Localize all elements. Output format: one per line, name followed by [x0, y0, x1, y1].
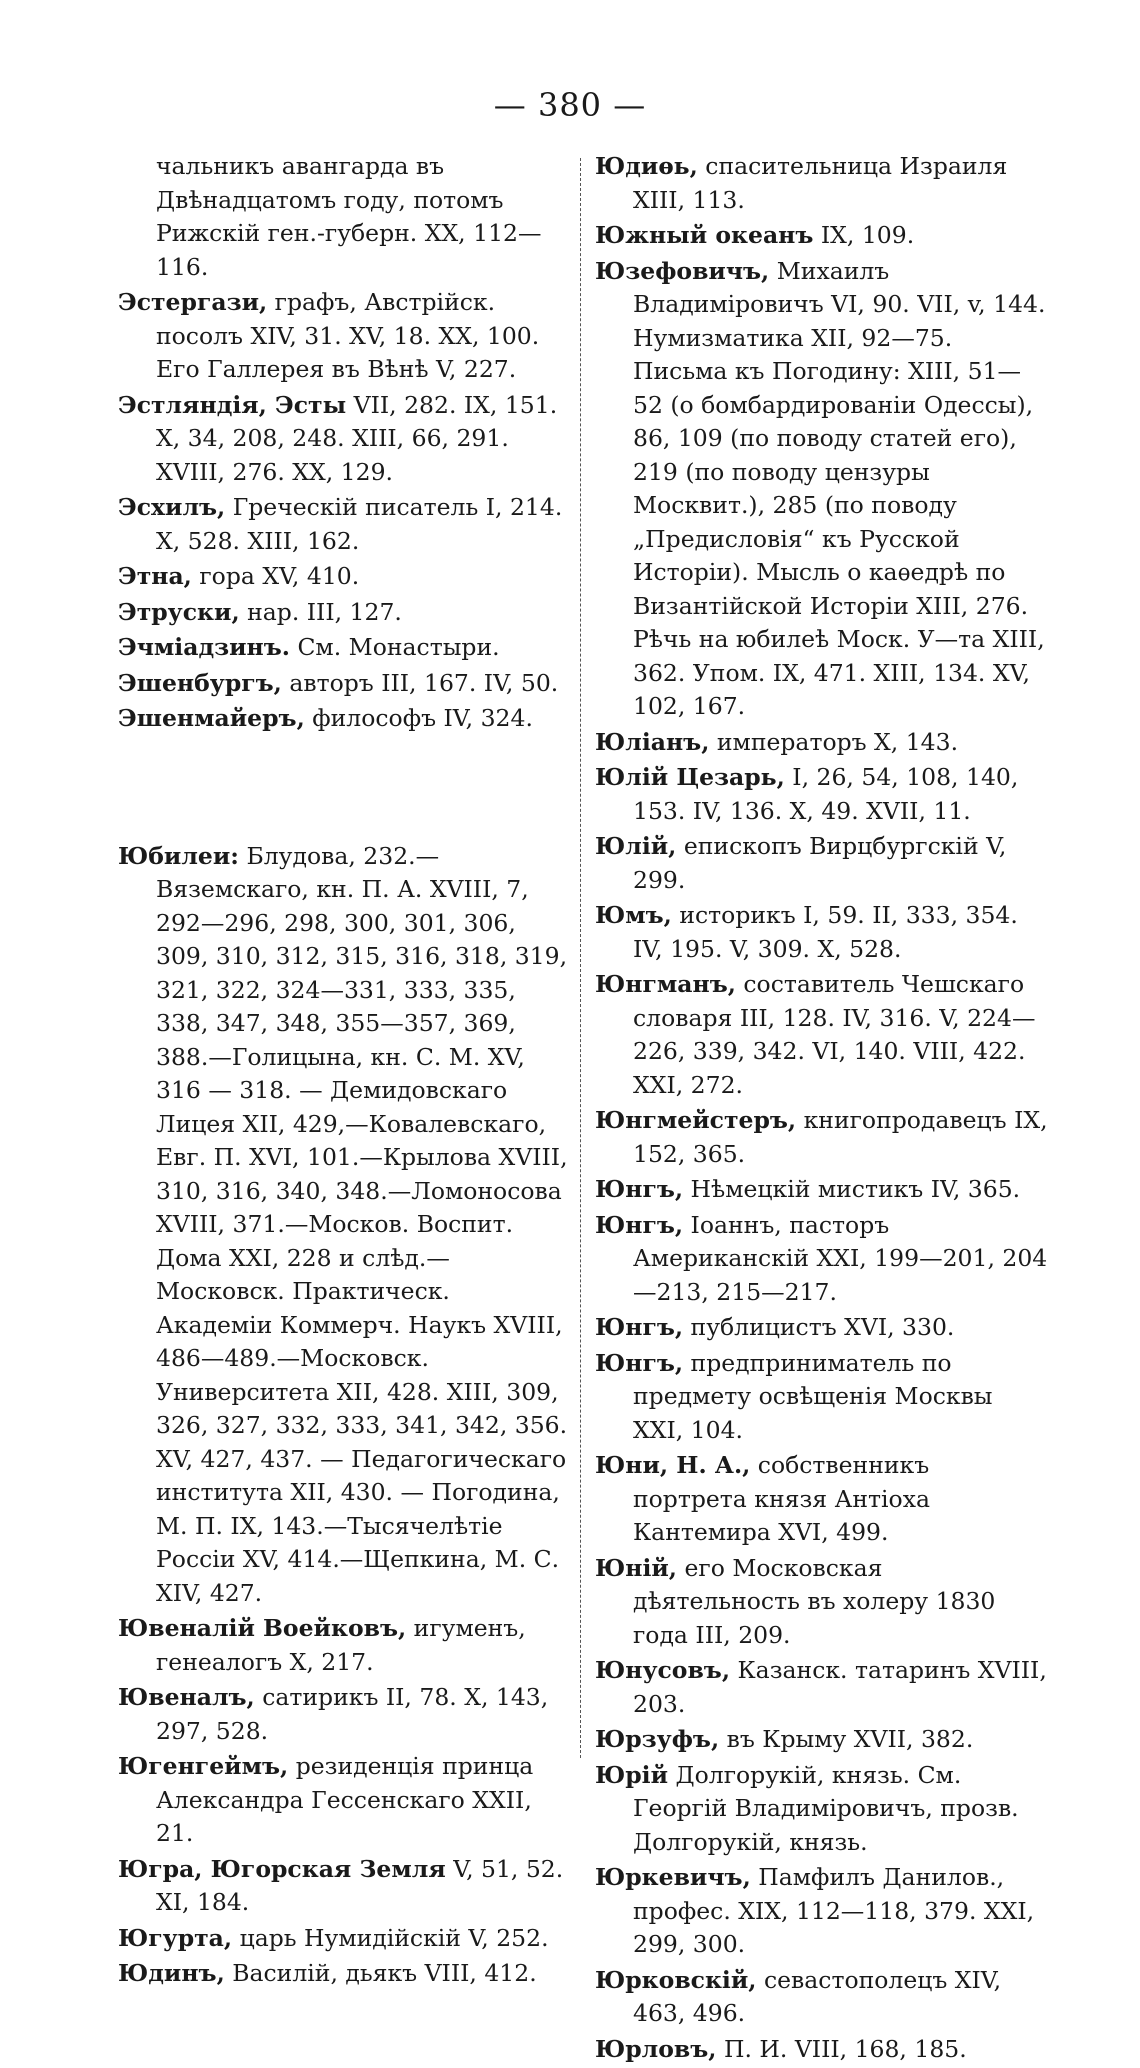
entry-heading: Юбилеи: [118, 841, 239, 870]
index-entry [118, 631, 573, 665]
entry-text: Блудова, 232.—Вяземскаго, кн. П. А. XVIII, 7, 292—296, 298, 300, 301, 306, 309, 310, 312, 315, 316, 318, 319, 321, 322, 324—331, 333, 335, 338, 347, 348, 355—357, 369, 388.—Голицына, кн. С. М. XV, 316 — 318. — Демидовскаго Лицея XII, 429,—Ковалевскаго, Евг. П. XVI, 101.—Крылова XVIII, 310, 316, 340, 348.—Ломоносова XVIII, 371.—Москов. Воспит. Дома XXI, 228 и слѣд.—Московск. Практическ. Академіи Коммерч. Наукъ XVIII, 486—489.—Московск. Университета XII, 428. XIII, 309, 326, 327, 332, 333, 341, 342, 356. XV, 427, 437. — Педагогическаго института XII, 430. — Погодина, М. П. IX, 143.—Тысячелѣтіе Россіи XV, 414.—Щепкина, М. С. XIV, 427. [156, 841, 568, 1607]
left-column [118, 150, 573, 1993]
entry-heading: Юнусовъ, [595, 1656, 731, 1684]
index-entry [595, 1347, 1050, 1448]
entry-text: авторъ III, 167. IV, 50. [289, 668, 559, 697]
index-entry [595, 968, 1050, 1102]
entry-text: нар. III, 127. [247, 597, 402, 626]
entry-heading: Юлій Цезарь, [595, 763, 785, 791]
index-entry [595, 219, 1050, 253]
entry-heading: Югурта, [118, 1923, 233, 1952]
entry-text: I, 26, 54, 108, 140, 153. IV, 136. X, 49. XVII, 11. [633, 763, 1019, 825]
column-divider [580, 158, 581, 1758]
index-entry [595, 1449, 1050, 1550]
entry-text: императоръ X, 143. [716, 727, 959, 756]
entry-heading: Юнгманъ, [595, 970, 736, 998]
entry-heading: Юзефовичъ, [595, 256, 770, 285]
index-entry [118, 1957, 573, 1991]
entry-heading: Юркевичъ, [595, 1863, 751, 1891]
index-entry [595, 1209, 1050, 1310]
entry-text: П. И. VIII, 168, 185. [723, 2034, 967, 2063]
entry-text: чальникъ авангарда въ Двѣнадцатомъ году, потомъ Рижскій ген.-губерн. XX, 112—116. [156, 152, 542, 281]
entry-text: VII, 282. IX, 151. X, 34, 208, 248. XIII, 66, 291. XVIII, 276. XX, 129. [156, 390, 558, 486]
index-entry [118, 1750, 573, 1851]
entry-text: севастополецъ XIV, 463, 496. [633, 1965, 1002, 2027]
entry-heading: Югра, Югорская Земля [118, 1854, 446, 1883]
entry-heading: Юнгмейстеръ, [595, 1106, 797, 1134]
entry-text: его Московская дѣятельность въ холеру 1830 года III, 209. [633, 1553, 996, 1649]
entry-text: историкъ I, 59. II, 333, 354. IV, 195. V, 309. X, 528. [633, 901, 1018, 963]
page-number: — 380 — [493, 86, 647, 124]
entry-heading: Ювеналій Воейковъ, [118, 1614, 407, 1642]
entry-text: резиденція принца Александра Гессенскаго XXII, 21. [156, 1752, 534, 1847]
index-entry [595, 1654, 1050, 1721]
entry-heading: Юрковскій, [595, 1965, 757, 1994]
entry-heading: Юнгъ, [595, 1348, 684, 1377]
entry-heading: Этна, [118, 562, 192, 590]
entry-heading: Юрій [595, 1760, 669, 1789]
index-entry [118, 1853, 573, 1920]
entry-text: философъ IV, 324. [312, 704, 533, 732]
index-entry [118, 1612, 573, 1679]
entry-heading: Этруски, [118, 597, 240, 626]
entry-heading: Юрзуфъ, [595, 1725, 720, 1753]
entry-text: Памфилъ Данилов., профес. XIX, 112—118, 379. XXI, 299, 300. [633, 1863, 1035, 1958]
index-entry [595, 255, 1050, 724]
entry-text: Долгорукій, князь. См. Георгій Владиміровичъ, прозв. Долгорукій, князь. [633, 1760, 1019, 1856]
entry-heading: Юнгъ, [595, 1210, 684, 1239]
entry-heading: Эчміадзинъ. [118, 633, 290, 661]
entry-heading: Юмъ, [595, 901, 672, 929]
section-gap [118, 738, 573, 840]
entry-heading: Юнгъ, [595, 1175, 684, 1203]
right-column [595, 150, 1050, 2068]
entry-text: Нѣмецкій мистикъ IV, 365. [690, 1175, 1021, 1203]
entry-heading: Ювеналъ, [118, 1683, 255, 1711]
entry-heading: Югенгеймъ, [118, 1752, 289, 1780]
entry-text: въ Крыму XVII, 382. [726, 1725, 974, 1753]
entry-text: IX, 109. [820, 221, 915, 249]
index-entry [118, 389, 573, 490]
entry-heading: Эшенмайеръ, [118, 704, 305, 732]
entry-heading: Эшенбургъ, [118, 668, 282, 697]
entry-text: Казанск. татаринъ XVIII, 203. [633, 1656, 1047, 1718]
entry-heading: Юрловъ, [595, 2034, 717, 2063]
index-entry [595, 1723, 1050, 1757]
index-entry [118, 1922, 573, 1956]
index-entry [595, 1964, 1050, 2031]
entry-text: графъ, Австрійск. посолъ XIV, 31. XV, 18. XX, 100. Его Галлерея въ Вѣнѣ V, 227. [156, 288, 540, 383]
index-entry [118, 1681, 573, 1748]
entry-heading: Эстергази, [118, 288, 268, 316]
index-entry [118, 491, 573, 558]
entry-heading: Южный океанъ [595, 221, 814, 249]
entry-heading: Юліанъ, [595, 727, 710, 756]
entry-heading: Эсхилъ, [118, 493, 226, 521]
entry-text: предприниматель по предмету освѣщенія Москвы XXI, 104. [633, 1348, 993, 1444]
entry-text: См. Монастыри. [297, 633, 500, 661]
index-entry [595, 830, 1050, 897]
index-entry [118, 667, 573, 701]
entry-text: Василій, дьякъ VIII, 412. [232, 1959, 537, 1987]
index-entry [595, 1552, 1050, 1653]
entry-heading: Эстляндія, Эсты [118, 390, 347, 419]
entry-heading: Юнгъ, [595, 1313, 684, 1341]
entry-text: Греческій писатель I, 214. X, 528. XIII, 162. [156, 493, 563, 555]
entry-text: игуменъ, генеалогъ X, 217. [156, 1614, 526, 1676]
entry-text: сатирикъ II, 78. X, 143, 297, 528. [156, 1683, 549, 1745]
index-entry [595, 2033, 1050, 2067]
index-entry [118, 596, 573, 630]
index-entry [595, 726, 1050, 760]
entry-text: собственникъ портрета князя Антіоха Кантемира XVI, 499. [633, 1451, 930, 1546]
entry-heading: Юни, Н. А., [595, 1451, 751, 1479]
index-entry [595, 150, 1050, 217]
index-entry [118, 840, 573, 1611]
index-entry [118, 150, 573, 284]
entry-text: Михаилъ Владиміровичъ VI, 90. VII, v, 144. Нумизматика XII, 92—75. Письма къ Погодину: XIII, 51—52 (о бомбардированіи Одессы), 86, 109 (по поводу статей его), 219 (по поводу цензуры Москвит.), 285 (по поводу „Предисловія“ къ Русской Исторіи). Мысль о каѳедрѣ по Византійской Исторіи XIII, 276. Рѣчь на юбилеѣ Моск. У—та XIII, 362. Упом. IX, 471. XIII, 134. XV, 102, 167. [633, 256, 1046, 720]
entry-text: Іоаннъ, пасторъ Американскій XXI, 199—201, 204—213, 215—217. [633, 1210, 1048, 1306]
entry-text: книгопродавецъ IX, 152, 365. [633, 1106, 1048, 1168]
entry-text: публицистъ XVI, 330. [690, 1313, 955, 1341]
entry-text: гора XV, 410. [199, 562, 360, 590]
entry-text: епископъ Вирцбургскій V, 299. [633, 832, 1007, 894]
entry-heading: Юлій, [595, 832, 677, 860]
entry-heading: Юдиѳь, [595, 152, 698, 180]
index-entry [118, 286, 573, 387]
index-entry [595, 1104, 1050, 1171]
index-entry [595, 899, 1050, 966]
index-entry [118, 702, 573, 736]
entry-heading: Юдинъ, [118, 1959, 225, 1987]
index-entry [595, 761, 1050, 828]
entry-text: царь Нумидійскій V, 252. [239, 1923, 549, 1952]
entry-heading: Юній, [595, 1553, 677, 1582]
index-entry [595, 1173, 1050, 1207]
index-entry [595, 1311, 1050, 1345]
entry-text: составитель Чешскаго словаря III, 128. IV, 316. V, 224—226, 339, 342. VI, 140. VIII, 422. XXI, 272. [633, 970, 1036, 1099]
entry-text: спасительница Израиля XIII, 113. [633, 152, 1008, 214]
entry-text: V, 51, 52. XI, 184. [156, 1854, 564, 1916]
index-entry [118, 560, 573, 594]
index-entry [595, 1861, 1050, 1962]
